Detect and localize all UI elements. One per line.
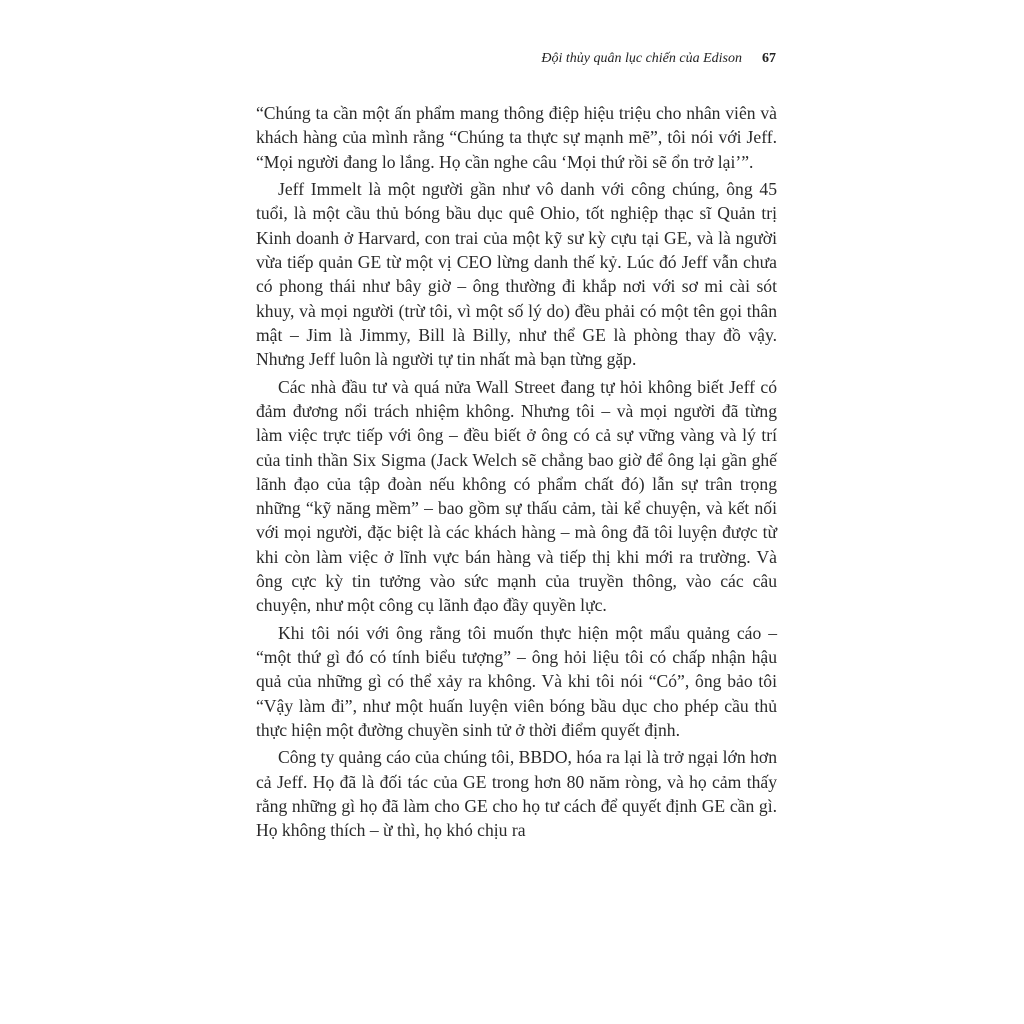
body-text	[256, 101, 777, 846]
paragraph-4: Khi tôi nói với ông rằng tôi muốn thực hiện một mẩu quảng cáo – “một thứ gì đó có tính biểu tượng” – ông hỏi liệu tôi có chấp nhận hậu quả của những gì có thể xảy ra không. Và khi tôi nói “Có”, ông bảo tôi “Vậy làm đi”, như một huấn luyện viên bóng bầu dục cho phép cầu thủ thực hiện một đường chuyền sinh tử ở thời điểm quyết định.	[256, 622, 777, 740]
page-number: 67	[762, 51, 776, 66]
running-header	[541, 51, 776, 67]
paragraph-1: “Chúng ta cần một ấn phẩm mang thông điệp hiệu triệu cho nhân viên và khách hàng của mình rằng “Chúng ta thực sự mạnh mẽ”, tôi nói với Jeff. “Mọi người đang lo lắng. Họ cần nghe câu ‘Mọi thứ rồi sẽ ổn trở lại’”.	[256, 103, 777, 172]
running-title: Đội thủy quân lục chiến của Edison	[541, 51, 742, 66]
paragraph-3: Các nhà đầu tư và quá nửa Wall Street đang tự hỏi không biết Jeff có đảm đương nổi trách nhiệm không. Nhưng tôi – và mọi người đã từng làm việc trực tiếp với ông – đều biết ở ông có cả sự vững vàng và lý trí của tinh thần Six Sigma (Jack Welch sẽ chẳng bao giờ để ông lại gần ghế lãnh đạo của tập đoàn nếu không có phẩm chất đó) lẫn sự trân trọng những “kỹ năng mềm” – bao gồm sự thấu cảm, tài kể chuyện, và kết nối với mọi người, đặc biệt là các khách hàng – mà ông đã tôi luyện được từ khi còn làm việc ở lĩnh vực bán hàng và tiếp thị khi mới ra trường. Và ông cực kỳ tin tưởng vào sức mạnh của truyền thông, vào các câu chuyện, như một công cụ lãnh đạo đầy quyền lực.	[256, 376, 777, 616]
paragraph-5: Công ty quảng cáo của chúng tôi, BBDO, hóa ra lại là trở ngại lớn hơn cả Jeff. Họ đã là đối tác của GE trong hơn 80 năm ròng, và họ cảm thấy rằng những gì họ đã làm cho GE cho họ tư cách để quyết định GE cần gì. Họ không thích – ừ thì, họ khó chịu ra	[256, 747, 777, 841]
paragraph-2: Jeff Immelt là một người gần như vô danh với công chúng, ông 45 tuổi, là một cầu thủ bóng bầu dục quê Ohio, tốt nghiệp thạc sĩ Quản trị Kinh doanh ở Harvard, con trai của một kỹ sư kỳ cựu tại GE, và là người vừa tiếp quản GE từ một vị CEO lừng danh thế kỷ. Lúc đó Jeff vẫn chưa có phong thái như bây giờ – ông thường đi khắp nơi với sơ mi cài sót khuy, và mọi người (trừ tôi, vì một số lý do) đều phải có một tên gọi thân mật – Jim là Jimmy, Bill là Billy, như thể GE là phòng thay đồ vậy. Nhưng Jeff luôn là người tự tin nhất mà bạn từng gặp.	[256, 179, 777, 370]
